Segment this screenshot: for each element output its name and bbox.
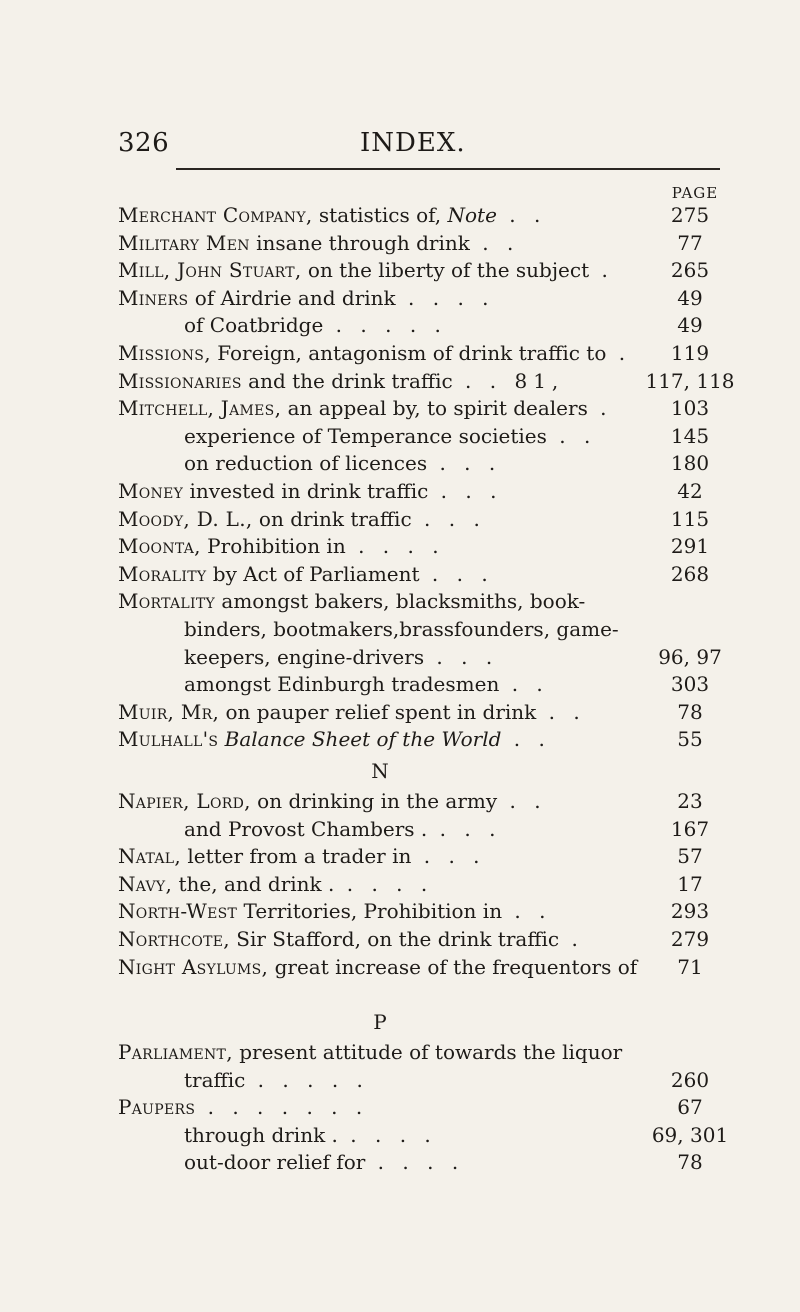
entry-leader-dots: . .	[502, 899, 552, 924]
entry-page-number: 67	[677, 1095, 703, 1120]
entry-heading: Missions,	[118, 341, 211, 365]
entry-leader-dots: . .	[469, 230, 520, 255]
index-entry	[0, 723, 800, 755]
entry-heading: Navy,	[118, 871, 173, 896]
entry-heading: Merchant Company,	[118, 203, 313, 227]
entry-heading: Mitchell, James,	[118, 396, 282, 421]
entry-heading: Moody, D. L.,	[118, 506, 253, 531]
entry-leader-dots: . . .	[424, 644, 499, 669]
index-entry	[0, 1146, 800, 1178]
entry-leader-dots: .	[587, 396, 613, 421]
page-column-label: PAGE	[671, 184, 719, 202]
entry-heading: Miners	[118, 285, 189, 310]
entry-page-number: 78	[677, 699, 703, 724]
entry-page-number: 23	[677, 789, 703, 813]
entry-italic: Balance Sheet of the World	[224, 727, 502, 752]
entry-page-number: 119	[670, 341, 710, 365]
entry-heading: Missionaries	[118, 368, 242, 393]
entry-description: on pauper relief spent in drink	[219, 699, 537, 724]
entry-leader-dots: . . . .	[365, 1150, 465, 1175]
entry-page-number: 115	[670, 506, 710, 531]
entry-page-number: 268	[670, 561, 710, 586]
entry-leader-dots: . . .	[411, 506, 486, 531]
entry-description: the, and drink .	[172, 871, 335, 896]
entry-leader-dots: . .	[496, 203, 547, 227]
entry-leader-dots: . . . .	[337, 1122, 437, 1147]
entry-description: Prohibition in	[200, 534, 346, 559]
entry-leader-dots: . . . .	[395, 285, 495, 310]
entry-text	[118, 951, 637, 983]
entry-subheading: and Provost Chambers .	[184, 816, 428, 841]
entry-leader-dots: . .	[501, 727, 551, 752]
entry-description: by Act of Parliament	[206, 561, 420, 586]
entry-leader-dots: . . .	[427, 816, 502, 841]
entry-text	[118, 723, 551, 755]
entry-page-number: 96, 97	[658, 644, 722, 669]
entry-heading: North-West	[118, 899, 238, 924]
entry-subheading: of Coatbridge	[184, 313, 324, 338]
entry-heading: Parliament,	[118, 1040, 233, 1064]
entry-description: an appeal by, to spirit dealers	[281, 396, 588, 421]
section-letter: P	[373, 1010, 387, 1034]
entry-description: great increase of the frequentors of	[268, 954, 638, 979]
entry-description: on drinking in the army	[250, 789, 498, 813]
entry-description: letter from a trader in	[180, 844, 412, 869]
entry-page-number: 57	[677, 844, 703, 869]
running-head: INDEX.	[360, 128, 466, 158]
entry-leader-dots: . .	[499, 672, 549, 697]
entry-page-number: 49	[677, 285, 703, 310]
entry-heading: Napier, Lord,	[118, 789, 251, 813]
entry-page-number: 260	[670, 1067, 710, 1092]
entry-heading: Mill, John Stuart,	[118, 258, 302, 283]
entry-description: Territories, Prohibition in	[237, 899, 503, 924]
entry-subheading: experience of Temperance societies	[184, 423, 547, 448]
entry-page-number: 103	[670, 396, 710, 421]
entry-leader-dots: . . .	[427, 451, 502, 476]
entry-page-number: 291	[670, 534, 710, 559]
entry-subheading: amongst Edinburgh tradesmen	[184, 672, 500, 697]
entry-leader-dots: . . . . .	[323, 313, 447, 338]
entry-heading: Moonta,	[118, 534, 201, 559]
entry-italic: Note	[447, 203, 497, 227]
entry-page-number: 265	[670, 258, 710, 283]
entry-page-number: 77	[677, 230, 703, 255]
entry-heading: Military Men	[118, 230, 250, 255]
entry-leader-dots: . . . .	[334, 871, 434, 896]
entry-description: of Airdrie and drink	[188, 285, 396, 310]
entry-page-number: 293	[670, 899, 710, 924]
entry-subheading: through drink .	[184, 1122, 338, 1147]
entry-subheading: traffic	[184, 1067, 246, 1092]
entry-leader-dots: .	[606, 341, 632, 365]
entry-description: Sir Stafford, on the drink traffic	[229, 927, 560, 951]
entry-page-number: 145	[670, 423, 710, 448]
entry-page-number: 71	[677, 954, 703, 979]
entry-leader-dots: . . .	[428, 479, 503, 503]
entry-description: on the liberty of the subject	[301, 258, 590, 283]
entry-page-number: 180	[670, 451, 710, 476]
entry-heading: Northcote,	[118, 927, 230, 951]
section-letter: N	[371, 759, 389, 783]
entry-heading: Muir, Mr,	[118, 699, 220, 724]
entry-subheading: binders, bootmakers,brassfounders, game-	[184, 617, 619, 641]
entry-page-number: 55	[677, 727, 703, 752]
entry-leader-dots: . . . .	[345, 534, 445, 559]
entry-description: insane through drink	[249, 230, 470, 255]
entry-page-number: 303	[670, 672, 710, 697]
entry-heading: Paupers	[118, 1095, 196, 1120]
entry-heading: Natal,	[118, 844, 181, 869]
entry-heading: Mulhall's	[118, 727, 219, 752]
entry-description: statistics of,	[312, 203, 448, 227]
entry-page-number: 78	[677, 1150, 703, 1175]
entry-description: and the drink traffic	[241, 368, 453, 393]
entry-leader-dots: . . .	[419, 561, 494, 586]
entry-heading: Morality	[118, 561, 207, 586]
index-entry	[0, 951, 800, 983]
page-number: 326	[118, 128, 170, 158]
entry-leader-dots: . .	[536, 699, 586, 724]
entry-description: Foreign, antagonism of drink traffic to	[210, 341, 607, 365]
entry-heading: Money	[118, 479, 184, 503]
entry-leader-dots: .	[589, 258, 614, 283]
entry-subheading: keepers, engine-drivers	[184, 644, 425, 669]
entry-description: on drink traffic	[252, 506, 412, 531]
entry-description: amongst bakers, blacksmiths, book-	[215, 589, 586, 614]
entry-heading: Night Asylums,	[118, 954, 269, 979]
entry-page-number: 275	[670, 203, 710, 227]
entry-page-number: 69, 301	[651, 1122, 729, 1147]
entry-leader-dots: . .	[546, 423, 597, 448]
section-letter-p	[0, 1007, 800, 1037]
entry-page-number: 167	[670, 816, 710, 841]
entry-description: present attitude of towards the liquor	[232, 1040, 623, 1064]
entry-leader-dots: . . . . . . .	[195, 1095, 369, 1120]
entry-leader-dots: . . .	[411, 844, 486, 869]
entry-text	[184, 1146, 464, 1178]
entry-page-number: 279	[670, 927, 710, 951]
entry-leader-dots: .	[559, 927, 584, 951]
entry-page-number: 42	[677, 479, 703, 503]
entry-leader-dots: . . . . .	[245, 1067, 369, 1092]
entry-page-number: 49	[677, 313, 703, 338]
entry-heading: Mortality	[118, 589, 216, 614]
section-letter-n	[0, 756, 800, 786]
entry-page-number: 17	[677, 871, 703, 896]
entry-page-number: 117, 118	[645, 368, 735, 393]
entry-description: invested in drink traffic	[183, 479, 429, 503]
entry-leader-dots: . .	[497, 789, 547, 813]
entry-subheading: out-door relief for	[184, 1150, 366, 1175]
entry-leader-dots: . . 81,	[452, 368, 565, 393]
entry-subheading: on reduction of licences	[184, 451, 428, 476]
